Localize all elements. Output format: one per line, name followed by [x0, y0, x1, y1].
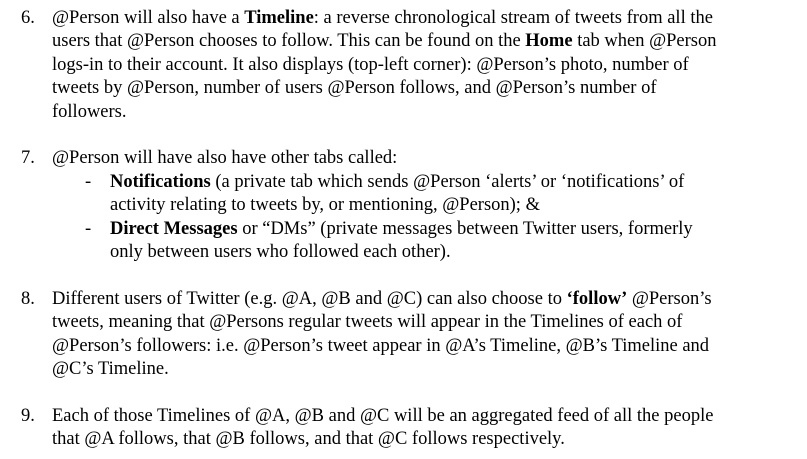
- text-line: [52, 101, 782, 124]
- text-run: that @A follows, that @B follows, and that @C follows respectively.: [52, 429, 565, 450]
- text-run: followers.: [52, 101, 127, 122]
- text-run: users that @Person chooses to follow. This can be found on the: [52, 31, 526, 52]
- paragraph-gap: [0, 264, 807, 287]
- text-line: [52, 405, 782, 428]
- document-body: [0, 7, 807, 452]
- bullet-dash: -: [85, 218, 92, 239]
- text-run: Different users of Twitter (e.g. @A, @B and @C) can also choose to: [52, 288, 567, 309]
- numbered-item: [0, 405, 782, 452]
- text-run: activity relating to tweets by, or mentioning, @Person); &: [110, 195, 540, 216]
- text-line: [110, 171, 782, 194]
- text-line: [52, 7, 782, 30]
- numbered-item: [0, 288, 782, 382]
- text-run: tweets by @Person, number of users @Person follows, and @Person’s number of: [52, 78, 657, 99]
- text-run: logs-in to their account. It also displays (top-left corner): @Person’s photo, number of: [52, 54, 689, 75]
- text-line: [52, 30, 782, 53]
- text-line: [52, 311, 782, 334]
- paragraph-gap: [0, 124, 807, 147]
- text-run: or “DMs” (private messages between Twitter users, formerly: [237, 218, 693, 239]
- paragraph-gap: [0, 381, 807, 404]
- numbered-item: [0, 7, 782, 124]
- text-run: @Person will also have a: [52, 8, 245, 28]
- text-run: @Person’s followers: i.e. @Person’s tweet appear in @A’s Timeline, @B’s Timeline and: [52, 335, 710, 356]
- text-run: tab when @Person: [572, 31, 717, 52]
- text-line: [52, 147, 782, 170]
- text-line: [52, 288, 782, 311]
- bullet-dash: -: [85, 171, 92, 192]
- text-run: Each of those Timelines of @A, @B and @C will be an aggregated feed of all the people: [52, 405, 714, 426]
- item-number: 8.: [21, 288, 35, 309]
- text-line: [52, 54, 782, 77]
- text-run: (a private tab which sends @Person ‘alerts’ or ‘notifications’ of: [210, 171, 685, 192]
- text-line: [110, 241, 782, 264]
- item-number: 6.: [21, 8, 35, 28]
- text-line: [52, 358, 782, 381]
- text-line: [110, 218, 782, 241]
- bullet-item: [52, 171, 782, 218]
- text-run: only between users who followed each other).: [110, 242, 451, 263]
- bold-term: Direct Messages: [110, 218, 238, 239]
- text-run: : a reverse chronological stream of tweets from all the: [313, 8, 713, 28]
- bullet-item: [52, 218, 782, 265]
- bold-term: Timeline: [244, 8, 314, 28]
- text-run: @Person will have also have other tabs called:: [52, 148, 398, 169]
- bold-term: Home: [525, 31, 573, 52]
- text-line: [110, 194, 782, 217]
- text-line: [52, 77, 782, 100]
- item-number: 7.: [21, 148, 35, 169]
- item-number: 9.: [21, 405, 35, 426]
- bold-term: ‘follow’: [566, 288, 628, 309]
- numbered-item: [0, 147, 782, 264]
- text-run: @Person’s: [627, 288, 712, 309]
- text-line: [52, 335, 782, 358]
- bold-term: Notifications: [110, 171, 211, 192]
- text-line: [52, 428, 782, 451]
- text-run: tweets, meaning that @Persons regular tweets will appear in the Timelines of each of: [52, 312, 683, 333]
- text-run: @C’s Timeline.: [52, 359, 169, 380]
